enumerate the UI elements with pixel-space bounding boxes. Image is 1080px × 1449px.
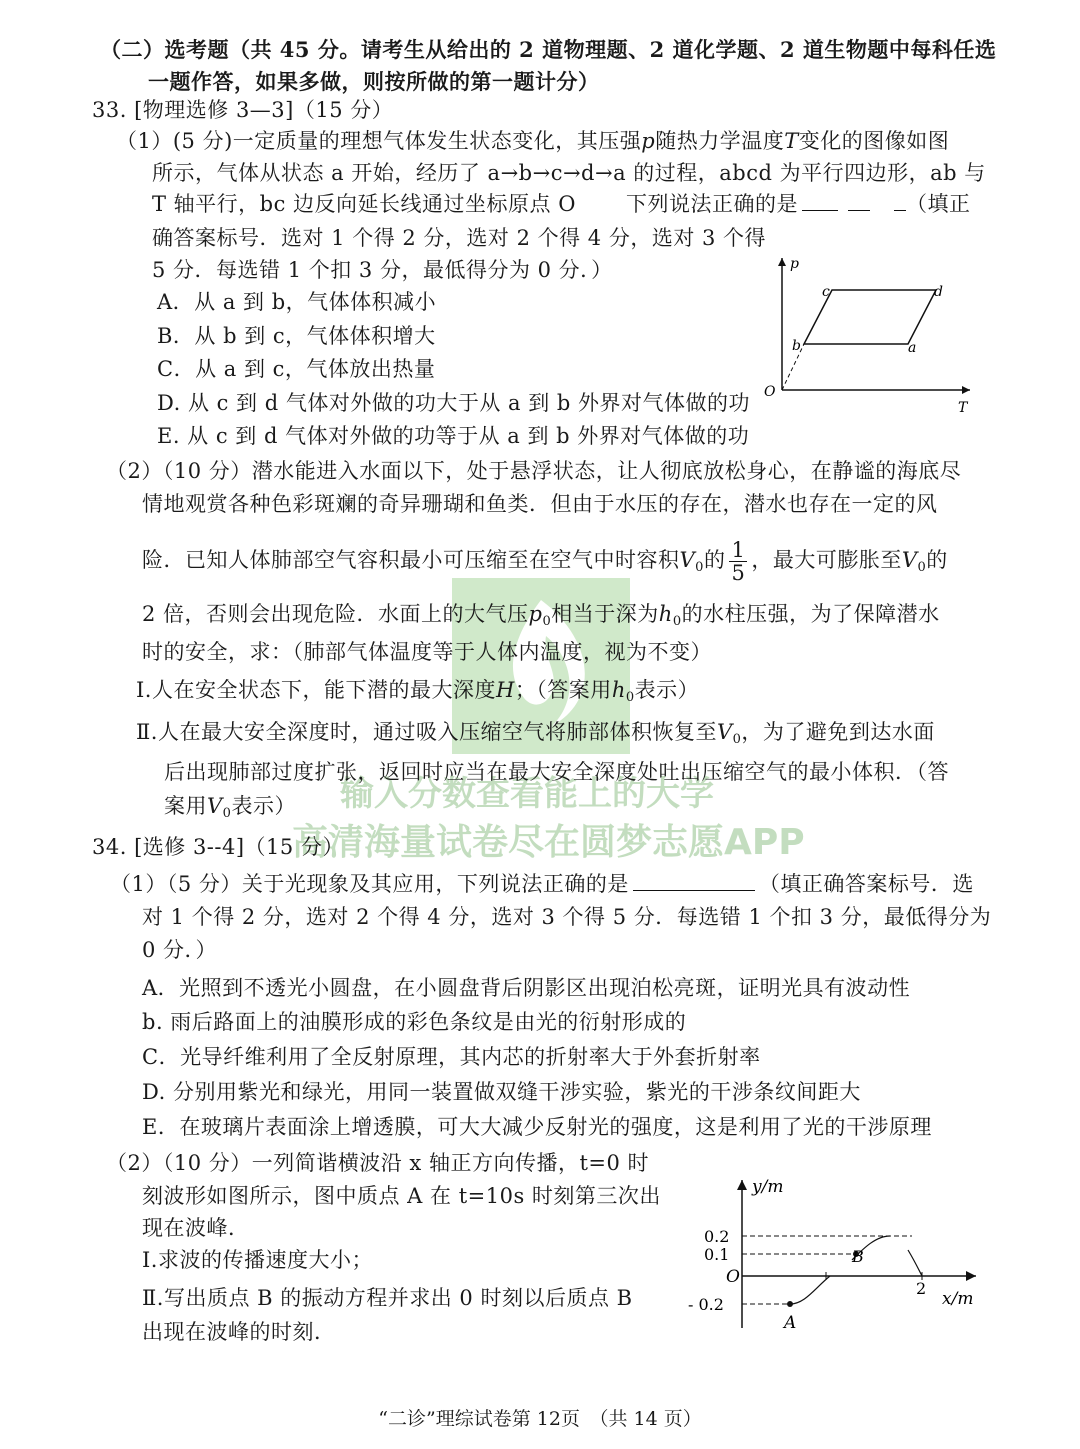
q33-p1-line-3: T 轴平行，bc 边反向延长线通过坐标原点 O 下列说法正确的是 （填正 — [152, 192, 971, 216]
x-axis-label: x/m — [942, 1289, 974, 1309]
section-header-line-1: （二）选考题（共 45 分。请考生从给出的 2 道物理题、2 道化学题、2 道生物题中每科任选 — [100, 37, 997, 62]
origin-label: O — [764, 384, 776, 400]
fraction-one-fifth: $\frac{1}{5}$ — [731, 538, 746, 585]
q33-p2-line-1: （2）（10 分）潜水能进入水面以下，处于悬浮状态，让人彻底放松身心，在静谧的海底尽 — [106, 459, 962, 483]
section-header-line-2: 一题作答，如果多做，则按所做的第一题计分） — [148, 69, 600, 94]
y-axis-arrow — [737, 1180, 747, 1190]
q33-title: 33. [物理选修 3—3]（15 分） — [92, 98, 394, 122]
q34-title: 34. [选修 3--4]（15 分） — [92, 835, 344, 859]
q34-option-e: E．在玻璃片表面涂上增透膜，可大大减少反射光的强度，这是利用了光的干涉原理 — [142, 1115, 932, 1139]
y-tick-minus-0.2: - 0.2 — [688, 1295, 724, 1314]
q33-p1-line-4: 确答案标号．选对 1 个得 2 分，选对 2 个得 4 分，选对 3 个得 — [152, 226, 767, 250]
q34-p2-line-3: 现在波峰． — [142, 1216, 250, 1240]
q34-p2-line-2: 刻波形如图所示，图中质点 A 在 t=10s 时刻第三次出 — [142, 1184, 661, 1208]
q33-p1-line-1: （1）(5 分)一定质量的理想气体发生状态变化，其压强p随热力学温度T变化的图像如图 — [116, 129, 950, 153]
origin-label: O — [726, 1267, 740, 1287]
q34-p2-sub-1: Ⅰ.求波的传播速度大小； — [142, 1248, 373, 1272]
q33-p2-line-3: 险．已知人体肺部空气容积最小可压缩至在空气中时容积$V_0$的 $\frac{1}{5}$ ，最大可膨胀至$V_0$的 — [142, 538, 948, 585]
q33-p2-line-5: 时的安全，求：（肺部气体温度等于人体内温度，视为不变） — [142, 640, 712, 664]
q33-option-e: E. 从 c 到 d 气体对外做的功等于从 a 到 b 外界对气体做的功 — [157, 424, 750, 448]
point-c-label: c — [822, 284, 830, 300]
y-tick-0.1: 0.1 — [704, 1245, 730, 1264]
q34-option-a: A．光照到不透光小圆盘，在小圆盘背后阴影区出现泊松亮斑，证明光具有波动性 — [142, 976, 911, 1000]
point-d-label: d — [934, 284, 943, 300]
point-a-label: A — [784, 1313, 797, 1333]
y-tick-0.2: 0.2 — [704, 1227, 730, 1246]
wave-graph — [680, 1168, 990, 1338]
q34-p2-sub-2-line-2: 出现在波峰的时刻． — [142, 1320, 336, 1344]
p-axis-label: p — [790, 256, 799, 272]
q33-p2-line-4: 2 倍，否则会出现危险．水面上的大气压$p_0$相当于深为$h_0$的水柱压强，为了保障潜水 — [142, 602, 940, 629]
q34-p2-line-1: （2）（10 分）一列简谐横波沿 x 轴正方向传播，t=0 时 — [106, 1151, 650, 1175]
q34-p1-line-1: （1）（5 分）关于光现象及其应用，下列说法正确的是 （填正确答案标号．选 — [110, 872, 974, 896]
x-tick-2-label: 2 — [916, 1279, 927, 1298]
y-axis-label: y/m — [752, 1177, 784, 1197]
page-footer: “二诊”理综试卷第 12页 （共 14 页） — [378, 1408, 702, 1430]
q33-p2-line-2: 情地观赏各种色彩斑斓的奇异珊瑚和鱼类．但由于水压的存在，潜水也存在一定的风 — [142, 492, 938, 516]
q33-p2-sub-2-line-3: 案用$V_0$表示） — [164, 794, 296, 821]
q34-p2-sub-2-line-1: Ⅱ.写出质点 B 的振动方程并求出 0 时刻以后质点 B — [142, 1286, 633, 1310]
q33-p1-line-5: 5 分．每选错 1 个扣 3 分，最低得分为 0 分．） — [152, 258, 613, 282]
q34-p1-line-2: 对 1 个得 2 分，选对 2 个得 4 分，选对 3 个得 5 分．每选错 1 个扣 3 分，最低得分为 — [142, 905, 992, 929]
p-axis-arrow — [778, 258, 786, 266]
point-a-label: a — [908, 340, 917, 356]
watermark-line-2: 高清海量试卷尽在圆梦志愿APP — [292, 822, 805, 863]
point-a-dot — [787, 1301, 793, 1307]
q34-option-c: C．光导纤维利用了全反射原理，其内芯的折射率大于外套折射率 — [142, 1045, 761, 1069]
point-b-label: B — [852, 1247, 864, 1266]
q33-option-c: C．从 a 到 c，气体放出热量 — [157, 357, 436, 381]
q34-p1-line-3: 0 分．） — [142, 938, 218, 962]
q33-p2-sub-2-line-2: 后出现肺部过度扩张，返回时应当在最大安全深度处吐出压缩空气的最小体积．（答 — [164, 760, 949, 784]
point-b-label: b — [792, 338, 801, 354]
x-axis-arrow — [966, 1271, 976, 1281]
t-axis-label: T — [958, 400, 968, 416]
q33-option-d: D. 从 c 到 d 气体对外做的功大于从 a 到 b 外界对气体做的功 — [157, 391, 751, 415]
p-t-graph — [760, 248, 980, 418]
q34-option-d: D. 分别用紫光和绿光，用同一装置做双缝干涉实验，紫光的干涉条纹间距大 — [142, 1080, 861, 1104]
q33-p2-sub-2-line-1: Ⅱ.人在最大安全深度时，通过吸入压缩空气将肺部体积恢复至$V_0$，为了避免到达水面 — [136, 720, 935, 747]
t-axis-arrow — [962, 386, 970, 394]
q33-option-a: A．从 a 到 b，气体体积减小 — [157, 290, 437, 314]
watermark-line-1: 输入分数查看能上的大学 — [340, 774, 714, 814]
q33-option-b: B．从 b 到 c，气体体积增大 — [157, 324, 436, 348]
q34-option-b: b. 雨后路面上的油膜形成的彩色条纹是由光的衍射形成的 — [142, 1010, 687, 1034]
q33-p2-sub-1: Ⅰ.人在安全状态下，能下潜的最大深度H；（答案用$h_0$表示） — [136, 678, 700, 705]
q33-p1-line-2: 所示，气体从状态 a 开始，经历了 a→b→c→d→a 的过程，abcd 为平行四边形，ab 与 — [152, 161, 986, 185]
